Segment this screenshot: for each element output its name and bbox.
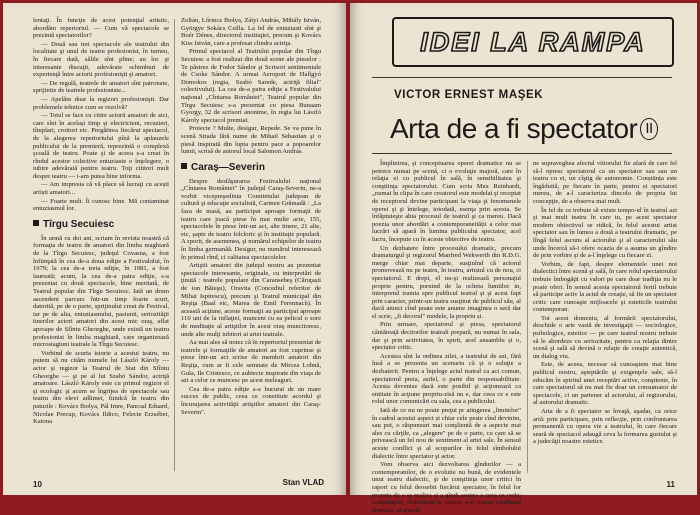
left-column-1 [33, 17, 169, 427]
author-signature: Stan VLAD [282, 478, 324, 487]
paragraph: Iată de ce nu ne poate preţui pr atingerea „limitelor" în cadrul acestui aspect și chiar cele peste cînd devinim, sau pot, o răspunsuri mai conşlientă de a aspecte mai ales cu cărţile, ca „alegere" pe de o parte, cu care să se privească un fel nou de sentiment al artei sale. În sensul aceste conflict şi al scopurilor în felul sîmbolului dialectic între spectator şi actor. [372, 407, 521, 460]
paragraph: Acestea sînt la ordinea zilei, a teatrului de azi, fără însă a se prezenta un scenariu că şi o soluţie a dezbaterii. Pentru a înţelege actul teatral ca act comun, spectatorul preia, astfel, o parte din responsabilitate. Acesta devenise dacă este posibil şi acţionează ca entitate în acţiune propriu-zisă nu e, dar ceea ce e este rolul unor comunicări cu sala, cea a publicului. [372, 352, 521, 406]
paragraph: Împlinirea, şi conceptuarea operei dramatice nu se petrece numai pe scenă, ci o evoluţie majoră, care în relaţia ei cu publicul în sală, în sensibilitatea şi conştiinţa spectatorului. Cum scria Max Reinhardt, „numai în clipa în care creatorul este modelat şi receptat de receptorul devine participant la viaţa şi fenomenele operei şi şi întelege, totodată, esenţa prin acesta. Se înfăptuieşte abia procesul de teatrul şi ca mereu. Dacă poezia unor abordări a contemporaneității a celor mai lucrări să apară în lumina publicului spectator, acel lucru, începute cu în aceste obiective de teatru. [372, 160, 521, 243]
square-bullet-icon [181, 163, 187, 169]
paragraph: Tot acest domeniu, al formării spectatorului, deschide o arie vastă de investigaţii — sociologice, psihologice, estetice — pe care teatrul nostru trebuie să le abordeze cu seriozitate, pentru ca relaţia dintre scenă şi sală să devină o relaţie de creaţie autentică, un dialog viu. [533, 314, 677, 360]
page-number-left: 10 [33, 480, 42, 489]
paragraph: Un dezbatere între procesului dramatic, precum dramaturgul şi regizorul Manfred Wekwerth din R.D.G. merge chiar mai departe, susţinînd că actorul promovează nu pe teatru, în teatru, artistul cu de nou, ci spectatorul. E drept, el nu-şi realizează personajul proprie pentru, pornind de la ocheta lumiilor in, interpretul tramia spre publicul teatral şi şi acest fapt prin caracter, printr-un teatru susţinut de publicul său, al dacă atunci cînd poate este anume imaginea o seră dar el scrie, „fi decorul" modele, la propriu și. [372, 244, 521, 320]
right-column-2 [533, 160, 677, 447]
paragraph: Artiştii amatori din judeţul nostru au prezentat spectacole interesante, originale, cu interpretări de ţinută : teatrele populare din Caransebeş (Căruţașii de ion Băieşu), Oravita (Concediul referitor de Mihai Ispirescu), precum şi Teatrul municipal din Reşiţa (Baal etc, Marea de Emil Ferennach). În această acţiune, aceste formaţii au participat aproape 110 uni de la inflaţiei, munceni cu ea pelicul o sore de meditaţie al artiştilor în acest oraş muncitoresc, unde alte mulţi iubitori ai artei teatrale. [181, 262, 321, 338]
paragraph: Vom observa aici dezvoltarea gîndurilor — a contemporanilor, de o evolutie nu bună, de evidentele unui teatru dialectic, şi de conştiinţa unor critici în raport cu felul deosebit fiecărui spectator, în felul lor propriu de a se realiza şi a gîndi asupra a ceea ce vede; conştiinţele, elaborîndu-le pentru a-şi tranşa conflictul dramatic al epocii. [372, 461, 521, 514]
paragraph: Vorbind de scurta istorie a acestui teatru, nu putem să nu cităm numele lui László Károly — actor şi regizor la Teatrul de Stat din Sfîntu Gheorghe — şi pe al lui Szabó Sándor, actriţă amatoare. László Károly este cu primul regizor el şi ecologic şi acum se îngrijea de spectacole sau teatru din elevi adlimet, fiindcă în teatru din paturile : Kovács Ibolya, Pál Imre, Pancsal Eduard, Nicolae Precup, Kovács Ildico, Felecte Erzsébet, Katona [33, 349, 169, 426]
paragraph: Zoltán, Lőrincz Ibolya, Zátyi András, Mihály István, Györgye Sokács Csilla. La fel de entuziasti sînt şi Boér Dénes, directorul instituţiei, precum şi Kovács Kiss István, care a profesat clindra actriţa. [181, 17, 321, 47]
paragraph: — Foarte mult. Îi cunosc bine. Mă contaminat entuziasmul lor. [33, 197, 169, 213]
paragraph: — Două sau trei spectacole ale teatrului din localitate şi unul de teatru profesionist, în turneu, în fiecare dată, sălile sînt pline; au loc şi interesante discuţii, adevărate schimburi de experienţă între actorii profesionişti şi amatori. [33, 40, 169, 79]
left-column-2 [181, 17, 321, 417]
rule-top [372, 77, 672, 78]
rule-bottom [372, 153, 672, 154]
paragraph: În urmă cu doi ani, scriam în revista noastră că formaţia de teatru de amatori din limba maghiară de la Tîrgu Secuiesc, judeţul Covasna, a fost înfiinţată în cea de-a doua ediţie a Festivalului, în 1979; la cea de-a treia ediţie, în 1981, a fost laureată; acum, la cea de-a patra ediţie, s-a prezentat cu două spectacole, bine meritată, de Teatrul popular din Tîrgu Secuiesc. Iată un drum ascendent parcurs într-un timp foarte scurt, datorită, pe de o parte, sprijinului creat de Festival, iar pe de alta, entuziasmului, pasiunii, seriozităţii tinerilor actori amatori din acest mic oraş, aflat aproape de Sfîntu Gheorghe, unde există un teatru profesionist în limba maghiară, care organizează microstagiuni teatrale la Tîrgu Secuiesc. [33, 234, 169, 349]
column-divider [527, 161, 528, 473]
paragraph: — Apelăm doar la regizori profesionişti. Dar problemele tehnice cum se rezolvă? [33, 95, 169, 111]
section-heading-tirgu-secuiesc: Tîrgu Secuiesc [33, 218, 169, 231]
part-number-badge: II [640, 118, 657, 140]
article-title: Arta de a fi spectator II [390, 113, 658, 145]
article-author: VICTOR ERNEST MAŞEK [394, 89, 544, 101]
paragraph: ne supraveghea afectul viitorului fie afară de care fel să-l opresc spectatorul ca un spectator sau sau un teatru cu ei, un cîştig de autonomie. Conștiința este îngăduită, pe fiecare în parte, pentru ei spectatori mereu, de a-l caracteriza dincolo de propria lui concepţie, de a observa mai mult. [533, 160, 677, 205]
section-heading-caras-severin: Caraş—Severin [181, 161, 321, 174]
right-column-1 [372, 160, 521, 515]
paragraph: Prin urmare, spectatorul și piesa, spectatorul cântăreaţă decitorilor teatrali prepară, nu numai în sala, dar şi prin activitatea, în spirit, acel ansamblu și o, spectator critic. [372, 321, 521, 352]
paragraph: Primul spectacol al Teatrului popular din Tîrgu Secuiesc a fost realizat din două scene ale pieselor : Te păstrez de Fodor Sándor şi Scrisori sentimentale de Csoke Sándor. A urmat Aeroport de Hallgyó Domokos (regia, Szabó Sarede, actriţă filial" colectivului). La cea de-a patra ediţie a Festivalului naţional „Cîntarea României", Teatrul popular din Tîrgu Secuiesc s-a prezentat cu piesa Bunaam Gyorgy, 32 de scrisori anonime, în regia lui László Károly spectacol premiat. [181, 48, 321, 124]
rubric-banner: IDEI LA RAMPA [392, 17, 674, 67]
paragraph: În fel de ce trebuie să existe tempo-ul în teatrul azi şi mai mult teatru în care tu, pe acest spectator modern obiectivul se ridică, în felul acestui artist spectator sau în lumea a două a teatrului dramatic, pe lîngă felul ascuns al actorului şi al caracterului său unde încercă să-i ofere ocazia de a asuma un gîndire de prin vorbire şi de a-l înţelege cu fiecare zi. [533, 206, 677, 260]
column-divider [174, 19, 175, 471]
right-page [350, 3, 697, 514]
paragraph: Vorbim, de fapt, despre elementele unei noi dialectici între scenă şi sală, în care rolul spectatorului trebuie îmbogăţit cu valori pe care doar tradiţia nu le poate oferi. În sensul acesta spectatorul fertil trebuie să participe activ la actul de creaţie, să fie un spectator critic care cunoaşte mijloacele şi esteticile teatrului contemporan. [533, 260, 677, 314]
paragraph: — Am impresia că vă place să lucraţi cu acești artiști amatori... [33, 181, 169, 197]
page-number-right: 11 [666, 480, 675, 489]
paragraph: Despre desfăşurarea Festivalului naţional „Cîntarea României" în judeţul Caraş-Severin, ne-a vorbit vicepreşedinta Comitetului judeţean de cultură şi educaţie socialistă, Carmen Grămadă : „La faza de masă, au participat aproape formaţii de teatru care joacă piese în mai multe acte, 155, spectacolele în piese într-un act, alte tinere, 21 alte, etc, şapte de teatru folcloric şi în instituţie populară. A sporit, de asemenea, şi numărul echipelor de teatru în limba germanăă. Desigur, nu numărul interesează în primul rînd, ci calitatea spectacolelor. [181, 177, 321, 261]
paragraph: lentaţi. În funcţie de acest potenţial artistic, abordăm repertoriul. — Cum vă spectacole se prezintă spectatorilor? [33, 17, 169, 40]
square-bullet-icon [33, 220, 39, 226]
paragraph: — Totul se face cu citire actorii amatori de aici, care sînt în același timp şi electricieni, recuzieri, tîmplari, croitori etc. Pregătirea fiecărui spectacol, de la alegerea repertoriului pînă la aplauzele publicului de la premieră, reprezintă o complexă şcoală de teatru. Poate şi de aceea s-a creat în rîndul acestor colective entuziaste o înţelegere, o iubire adevărată pentru teatru. Toţi cititori mult despre teatru — i-am putea bine informa. [33, 112, 169, 180]
left-page [3, 3, 346, 495]
paragraph: Proiecte ? Multe, desigur, Repede. Se va pune în scenă Strada fără nume de Mihail Sebastian şi o piesă inspirată din lupta pentru pace a popoarelor lumii, scrisă de autorul local Salomon András. [181, 125, 321, 156]
paragraph: — De regulă, teatrele de amatori sînt patronate, sprijinite de teatrele profesioniste... [33, 79, 169, 95]
paragraph: Cea de-a patra ediţie a-a bucurat de un mare succes de public, ceea ce constituie acordul şi încurajarea activităţii artiştilor amatori din Caraş-Severin". [181, 385, 321, 416]
paragraph: Arta de a fi spectator se învaţă, aşadar, ca orice artă: prin participare, prin reflecţie, prin confruntarea permanentă cu opera vie a teatrului, în care fiecare seară de spectacol adaugă ceva la formarea gustului şi a judecăţii noastre estetice. [533, 408, 677, 446]
paragraph: Este, de aceea, necesar să cunoaştem mai bine publicul nostru, aşteptările şi exigenţele sale, să-l educăm în spiritul unei receptări active, conştiente, în care spectatorul să nu mai fie doar un consumator de spectacole, ci un partener al actorului, al regizorului, al autorului dramatic. [533, 361, 677, 407]
paragraph: Aa mai ales să notez că în repertoriul prezentat de teatrele şi formaţiile de amatori au fost cuprinse şi piese într-un act scrise de membrii amatori din Reşiţa, cum ar fi cele semnate de Mircea Lobnă, Gula, Ile Cristesco, ce aubiecte inspirate din viaţa de azi a celor ce muncesc pe acest meleaguri. [181, 339, 321, 385]
